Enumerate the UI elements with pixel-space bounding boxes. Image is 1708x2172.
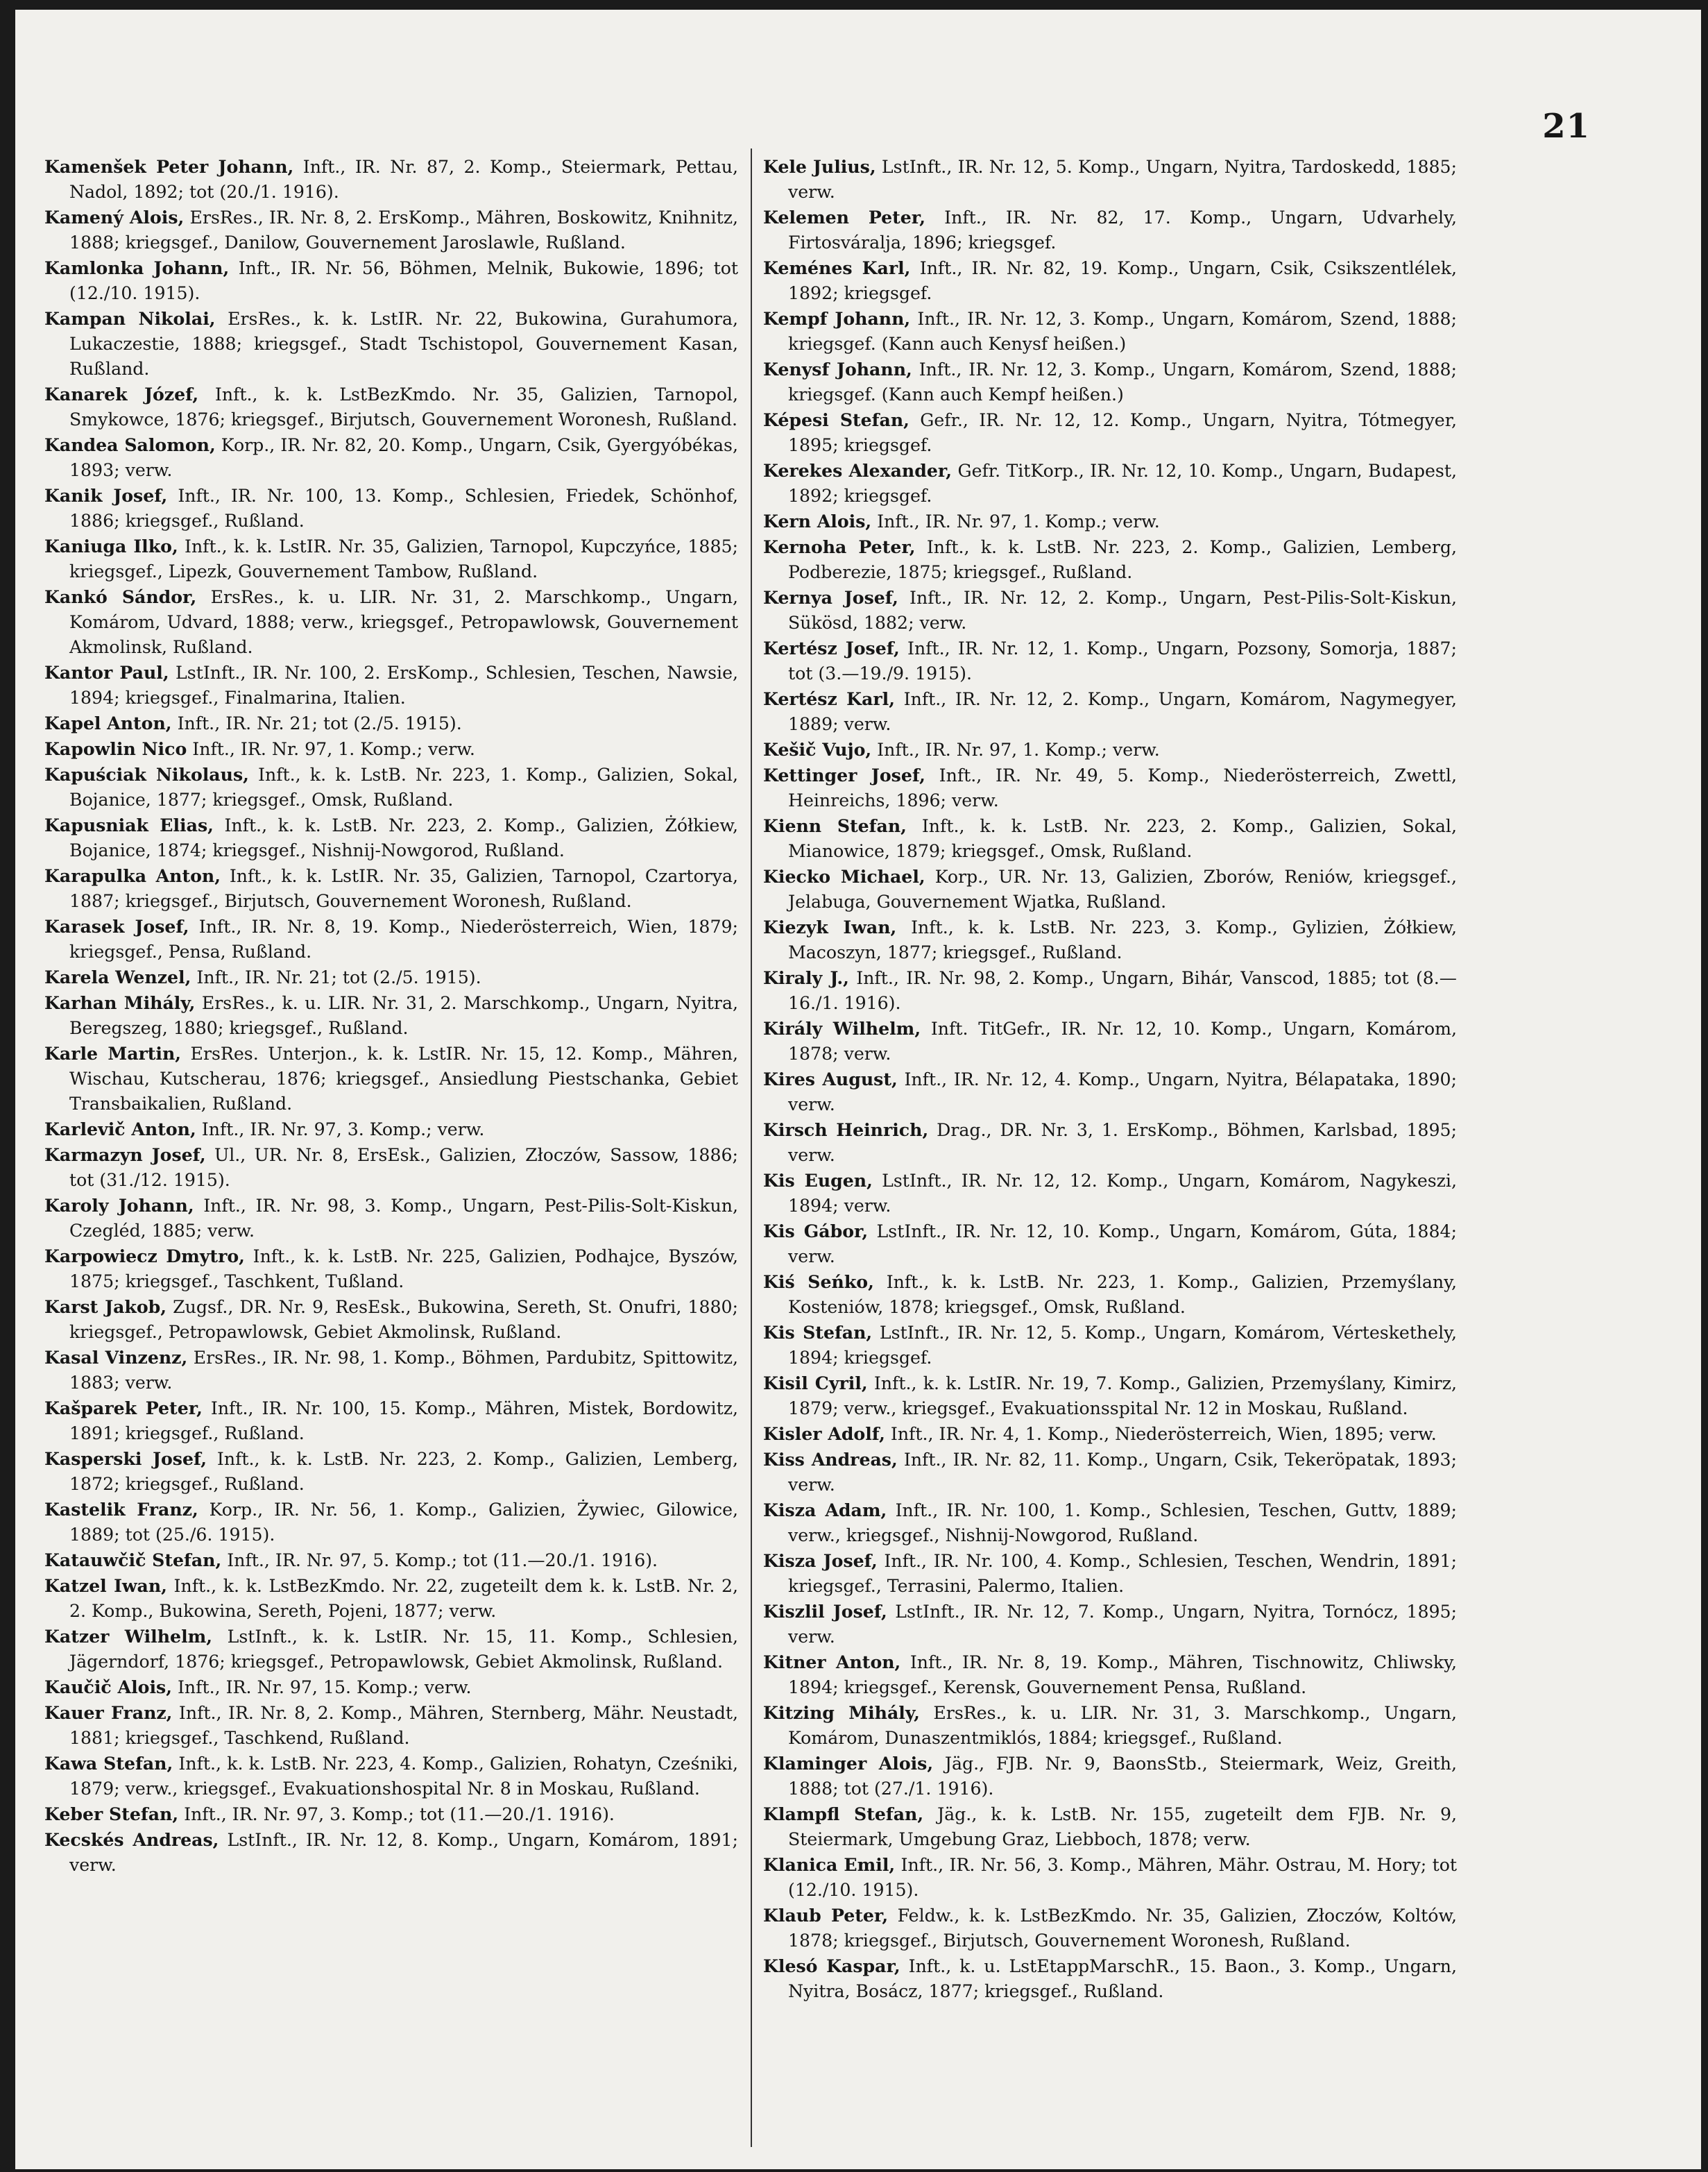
- register-entry: [763, 1852, 1457, 1903]
- entry-name: Kawa Stefan,: [44, 1753, 173, 1774]
- entry-name: Képesi Stefan,: [763, 409, 909, 430]
- register-entry: [44, 306, 738, 382]
- register-entry: [763, 737, 1457, 763]
- register-entry: [44, 1142, 738, 1193]
- register-entry: [44, 1573, 738, 1624]
- entry-details: Inft., k. k. LstIR. Nr. 35, Galizien, Tarnopol, Czartorya, 1887; kriegsgef., Birjutsch, Gouvernement Woronesh, Rußland.: [69, 866, 738, 911]
- entry-name: Kešič Vujo,: [763, 739, 872, 760]
- entry-name: Kanik Josef,: [44, 485, 168, 506]
- register-entry: [44, 1674, 738, 1700]
- entry-details: Inft., IR. Nr. 8, 2. Komp., Mähren, Sternberg, Mähr. Neustadt, 1881; kriegsgef., Taschkend, Rußland.: [69, 1703, 738, 1748]
- entry-details: LstInft., IR. Nr. 12, 5. Komp., Ungarn, Nyitra, Tardoskedd, 1885; verw.: [788, 157, 1458, 202]
- entry-details: Korp., IR. Nr. 56, 1. Komp., Galizien, Żywiec, Gilowice, 1889; tot (25./6. 1915).: [69, 1500, 738, 1545]
- entry-details: Inft., IR. Nr. 12, 2. Komp., Ungarn, Pest-Pilis-Solt-Kiskun, Sükösd, 1882; verw.: [788, 588, 1457, 633]
- entry-details: Inft., IR. Nr. 97, 3. Komp.; tot (11.—20./1. 1916).: [178, 1804, 615, 1824]
- entry-details: ErsRes., k. k. LstIR. Nr. 22, Bukowina, Gurahumora, Lukaczestie, 1888; kriegsgef., Stadt Tschistopol, Gouvernement Kasan, Rußland.: [69, 309, 738, 379]
- register-entry: [44, 382, 738, 432]
- register-entry: [44, 1193, 738, 1244]
- entry-details: ErsRes., k. u. LIR. Nr. 31, 2. Marschkomp., Ungarn, Nyitra, Beregszeg, 1880; kriegsgef., Rußland.: [69, 993, 738, 1038]
- register-entry: [44, 534, 738, 584]
- entry-details: Gefr. TitKorp., IR. Nr. 12, 10. Komp., Ungarn, Budapest, 1892; kriegsgef.: [788, 461, 1457, 506]
- register-entry: [763, 585, 1457, 636]
- entry-name: Kis Gábor,: [763, 1221, 869, 1241]
- entry-details: LstInft., IR. Nr. 12, 12. Komp., Ungarn, Komárom, Nagykeszi, 1894; verw.: [788, 1171, 1457, 1216]
- register-entry: [44, 914, 738, 965]
- entry-name: Kiss Andreas,: [763, 1449, 898, 1470]
- register-entry: [763, 1903, 1457, 1953]
- entry-details: LstInft., IR. Nr. 12, 5. Komp., Ungarn, Komárom, Vérteskethely, 1894; kriegsgef.: [788, 1323, 1458, 1368]
- entry-details: Inft., IR. Nr. 100, 4. Komp., Schlesien, Teschen, Wendrin, 1891; kriegsgef., Terrasini, Palermo, Italien.: [788, 1551, 1457, 1596]
- entry-name: Katzel Iwan,: [44, 1575, 167, 1596]
- entry-details: Inft., IR. Nr. 87, 2. Komp., Steiermark, Pettau, Nadol, 1892; tot (20./1. 1916).: [69, 157, 738, 202]
- entry-name: Keménes Karl,: [763, 257, 911, 278]
- entry-details: Inft., k. k. LstIR. Nr. 35, Galizien, Tarnopol, Kupczyńce, 1885; kriegsgef., Lipezk, Gouvernement Tambow, Rußland.: [69, 536, 738, 582]
- register-entry: [763, 1700, 1457, 1751]
- entry-name: Karst Jakob,: [44, 1296, 167, 1317]
- register-entry: [44, 1117, 738, 1142]
- entry-name: Klesó Kaspar,: [763, 1955, 900, 1976]
- entry-details: Inft., k. k. LstIR. Nr. 19, 7. Komp., Galizien, Przemyślany, Kimirz, 1879; verw., kriegsgef., Evakuationsspital Nr. 12 in Moskau, Rußland.: [788, 1373, 1458, 1418]
- entry-details: Inft., IR. Nr. 12, 4. Komp., Ungarn, Nyitra, Bélapataka, 1890; verw.: [788, 1069, 1457, 1114]
- register-entry: [44, 1801, 738, 1827]
- entry-details: Inft., IR. Nr. 21; tot (2./5. 1915).: [191, 967, 481, 987]
- entry-name: Kirsch Heinrich,: [763, 1119, 929, 1140]
- entry-details: ErsRes., IR. Nr. 8, 2. ErsKomp., Mähren, Boskowitz, Knihnitz, 1888; kriegsgef., Danilow, Gouvernement Jaroslawle, Rußland.: [69, 207, 738, 253]
- entry-details: Inft., IR. Nr. 56, 3. Komp., Mähren, Mähr. Ostrau, M. Hory; tot (12./10. 1915).: [788, 1855, 1458, 1900]
- entry-details: ErsRes. Unterjon., k. k. LstIR. Nr. 15, 12. Komp., Mähren, Wischau, Kutscherau, 1876; kriegsgef., Ansiedlung Piestschanka, Gebiet Transbaikalien, Rußland.: [69, 1044, 738, 1114]
- entry-details: Inft., IR. Nr. 97, 1. Komp.; verw.: [871, 511, 1160, 532]
- entry-details: Inft. TitGefr., IR. Nr. 12, 10. Komp., Ungarn, Komárom, 1878; verw.: [788, 1019, 1457, 1064]
- register-entry: [763, 965, 1457, 1016]
- register-entry: [763, 154, 1457, 205]
- left-column: [44, 154, 738, 1878]
- entry-details: Inft., IR. Nr. 4, 1. Komp., Niederösterreich, Wien, 1895; verw.: [885, 1424, 1437, 1444]
- register-entry: [44, 1700, 738, 1751]
- register-entry: [763, 1117, 1457, 1168]
- entry-details: Jäg., k. k. LstB. Nr. 155, zugeteilt dem FJB. Nr. 9, Steiermark, Umgebung Graz, Liebboch, 1878; verw.: [788, 1804, 1457, 1849]
- register-entry: [44, 990, 738, 1041]
- entry-name: Kettinger Josef,: [763, 765, 925, 786]
- entry-details: Inft., k. k. LstB. Nr. 223, 2. Komp., Galizien, Lemberg, 1872; kriegsgef., Rußland.: [69, 1449, 738, 1494]
- entry-name: Kienn Stefan,: [763, 815, 907, 836]
- register-entry: [763, 1801, 1457, 1852]
- entry-details: Inft., IR. Nr. 12, 1. Komp., Ungarn, Pozsony, Somorja, 1887; tot (3.—19./9. 1915).: [788, 638, 1457, 684]
- entry-name: Kenysf Johann,: [763, 359, 912, 380]
- register-entry: [763, 534, 1457, 585]
- entry-details: Inft., IR. Nr. 100, 15. Komp., Mähren, Mistek, Bordowitz, 1891; kriegsgef., Rußland.: [69, 1398, 739, 1443]
- entry-name: Kiecko Michael,: [763, 866, 925, 887]
- entry-name: Kelemen Peter,: [763, 207, 926, 228]
- entry-name: Kiś Seńko,: [763, 1271, 874, 1292]
- register-entry: [763, 1447, 1457, 1498]
- entry-name: Kapusniak Elias,: [44, 815, 214, 835]
- entry-details: Inft., k. k. LstB. Nr. 223, 4. Komp., Galizien, Rohatyn, Cześniki, 1879; verw., kriegsgef., Evakuationshospital Nr. 8 in Moskau, Rußland.: [69, 1754, 738, 1799]
- entry-details: Korp., IR. Nr. 82, 20. Komp., Ungarn, Csik, Gyergyóbékas, 1893; verw.: [69, 435, 738, 480]
- entry-details: Inft., IR. Nr. 82, 17. Komp., Ungarn, Udvarhely, Firtosváralja, 1896; kriegsgef.: [788, 207, 1458, 253]
- entry-name: Kires August,: [763, 1069, 898, 1089]
- entry-name: Kamenšek Peter Johann,: [44, 156, 294, 177]
- register-entry: [763, 1371, 1457, 1421]
- entry-details: Zugsf., DR. Nr. 9, ResEsk., Bukowina, Sereth, St. Onufri, 1880; kriegsgef., Petropawlowsk, Gebiet Akmolinsk, Rußland.: [69, 1297, 739, 1342]
- register-entry: [763, 813, 1457, 864]
- entry-details: Inft., IR. Nr. 12, 3. Komp., Ungarn, Komárom, Szend, 1888; kriegsgef. (Kann auch Kenysf heißen.): [788, 309, 1457, 354]
- entry-name: Katzer Wilhelm,: [44, 1626, 213, 1647]
- entry-name: Kaniuga Ilko,: [44, 536, 178, 557]
- entry-details: LstInft., k. k. LstIR. Nr. 15, 11. Komp., Schlesien, Jägerndorf, 1876; kriegsgef., Petropawlowsk, Gebiet Akmolinsk, Rußland.: [69, 1627, 738, 1672]
- entry-name: Karlevič Anton,: [44, 1119, 196, 1139]
- register-entry: [44, 1827, 738, 1878]
- entry-details: ErsRes., IR. Nr. 98, 1. Komp., Böhmen, Pardubitz, Spittowitz, 1883; verw.: [69, 1348, 738, 1393]
- entry-name: Kiraly J.,: [763, 967, 849, 988]
- register-entry: [44, 965, 738, 990]
- register-entry: [44, 1547, 738, 1573]
- entry-name: Kernya Josef,: [763, 587, 898, 608]
- register-entry: [763, 407, 1457, 458]
- entry-name: Karpowiecz Dmytro,: [44, 1246, 245, 1266]
- entry-name: Klaminger Alois,: [763, 1753, 934, 1774]
- entry-details: LstInft., IR. Nr. 12, 7. Komp., Ungarn, Nyitra, Tornócz, 1895; verw.: [788, 1602, 1458, 1647]
- entry-name: Kantor Paul,: [44, 662, 169, 683]
- register-entry: [44, 1446, 738, 1497]
- register-entry: [763, 1649, 1457, 1700]
- entry-name: Kasperski Josef,: [44, 1448, 207, 1469]
- register-entry: [763, 357, 1457, 407]
- entry-name: Kamený Alois,: [44, 207, 185, 228]
- entry-name: Kertész Karl,: [763, 688, 896, 709]
- entry-details: Inft., k. k. LstBezKmdo. Nr. 22, zugeteilt dem k. k. LstB. Nr. 2, 2. Komp., Bukowina, Sereth, Pojeni, 1877; verw.: [69, 1576, 738, 1621]
- entry-details: Korp., UR. Nr. 13, Galizien, Zborów, Reniów, kriegsgef., Jelabuga, Gouvernement Wjatka, Rußland.: [788, 867, 1457, 912]
- register-entry: [44, 584, 738, 660]
- register-entry: [763, 205, 1457, 255]
- entry-name: Kankó Sándor,: [44, 586, 197, 607]
- register-entry: [44, 1345, 738, 1395]
- entry-details: Inft., IR. Nr. 97, 5. Komp.; tot (11.—20./1. 1916).: [221, 1550, 658, 1570]
- entry-details: Jäg., FJB. Nr. 9, BaonsStb., Steiermark, Weiz, Greith, 1888; tot (27./1. 1916).: [788, 1754, 1457, 1799]
- entry-name: Kisil Cyril,: [763, 1373, 868, 1393]
- entry-name: Kisler Adolf,: [763, 1423, 885, 1444]
- register-entry: [44, 154, 738, 205]
- entry-name: Kapuściak Nikolaus,: [44, 764, 249, 785]
- register-entry: [763, 306, 1457, 357]
- entry-details: Inft., k. k. LstB. Nr. 223, 1. Komp., Galizien, Sokal, Bojanice, 1877; kriegsgef., Omsk, Rußland.: [69, 765, 738, 810]
- entry-details: Inft., IR. Nr. 97, 1. Komp.; verw.: [187, 739, 475, 759]
- register-entry: [763, 1016, 1457, 1067]
- register-entry: [44, 660, 738, 711]
- register-entry: [44, 813, 738, 863]
- entry-details: LstInft., IR. Nr. 100, 2. ErsKomp., Schlesien, Teschen, Nawsie, 1894; kriegsgef., Finalmarina, Italien.: [69, 663, 739, 708]
- register-entry: [763, 636, 1457, 686]
- entry-name: Kaučič Alois,: [44, 1677, 172, 1697]
- right-column: [763, 154, 1457, 2004]
- entry-name: Kitzing Mihály,: [763, 1702, 920, 1723]
- register-entry: [44, 1244, 738, 1294]
- entry-name: Klaub Peter,: [763, 1905, 889, 1926]
- entry-details: ErsRes., k. u. LIR. Nr. 31, 2. Marschkomp., Ungarn, Komárom, Udvard, 1888; verw., kriegsgef., Petropawlowsk, Gouvernement Akmolinsk, Rußland.: [69, 587, 738, 657]
- register-entry: [44, 1395, 738, 1446]
- entry-name: Karoly Johann,: [44, 1195, 194, 1216]
- register-entry: [763, 1421, 1457, 1447]
- register-entry: [763, 1067, 1457, 1117]
- register-entry: [763, 864, 1457, 915]
- register-entry: [763, 1269, 1457, 1320]
- register-entry: [44, 1497, 738, 1547]
- entry-name: Kapel Anton,: [44, 713, 172, 733]
- register-entry: [763, 1498, 1457, 1548]
- page-number: 21: [1542, 107, 1590, 146]
- entry-name: Kanarek Józef,: [44, 384, 199, 405]
- entry-details: Inft., k. k. LstB. Nr. 223, 2. Komp., Galizien, Lemberg, Podberezie, 1875; kriegsgef., Rußland.: [788, 537, 1457, 582]
- entry-details: Inft., IR. Nr. 98, 3. Komp., Ungarn, Pest-Pilis-Solt-Kiskun, Czegléd, 1885; verw.: [69, 1196, 739, 1241]
- entry-name: Kern Alois,: [763, 511, 872, 532]
- entry-details: Inft., IR. Nr. 8, 19. Komp., Mähren, Tischnowitz, Chliwsky, 1894; kriegsgef., Kerensk, Gouvernement Pensa, Rußland.: [788, 1652, 1457, 1697]
- entry-details: Inft., IR. Nr. 49, 5. Komp., Niederösterreich, Zwettl, Heinreichs, 1896; verw.: [788, 765, 1457, 811]
- entry-details: Drag., DR. Nr. 3, 1. ErsKomp., Böhmen, Karlsbad, 1895; verw.: [788, 1120, 1457, 1165]
- entry-name: Kapowlin Nico: [44, 738, 187, 759]
- entry-name: Klanica Emil,: [763, 1854, 896, 1875]
- entry-name: Kerekes Alexander,: [763, 460, 953, 481]
- register-entry: [763, 915, 1457, 965]
- entry-name: Kiezyk Iwan,: [763, 917, 897, 937]
- entry-details: Inft., IR. Nr. 82, 11. Komp., Ungarn, Csik, Tekeröpatak, 1893; verw.: [788, 1450, 1457, 1495]
- entry-details: Inft., k. k. LstBezKmdo. Nr. 35, Galizien, Tarnopol, Smykowce, 1876; kriegsgef., Birjutsch, Gouvernement Woronesh, Rußland.: [69, 384, 738, 430]
- register-entry: [763, 1320, 1457, 1371]
- register-entry: [763, 1168, 1457, 1219]
- entry-details: Inft., IR. Nr. 98, 2. Komp., Ungarn, Bihár, Vanscod, 1885; tot (8.—16./1. 1916).: [788, 968, 1457, 1013]
- entry-name: Kampan Nikolai,: [44, 308, 216, 329]
- entry-details: Inft., k. k. LstB. Nr. 225, Galizien, Podhajce, Byszów, 1875; kriegsgef., Taschkent, Tußland.: [69, 1246, 738, 1291]
- register-entry: [763, 686, 1457, 737]
- entry-name: Kertész Josef,: [763, 638, 900, 659]
- entry-details: LstInft., IR. Nr. 12, 8. Komp., Ungarn, Komárom, 1891; verw.: [69, 1830, 738, 1875]
- entry-details: LstInft., IR. Nr. 12, 10. Komp., Ungarn, Komárom, Gúta, 1884; verw.: [788, 1221, 1457, 1266]
- register-entry: [44, 1041, 738, 1117]
- entry-name: Kis Stefan,: [763, 1322, 873, 1343]
- entry-details: Inft., IR. Nr. 100, 1. Komp., Schlesien, Teschen, Guttv, 1889; verw., kriegsgef., Nishnij-Nowgorod, Rußland.: [788, 1500, 1457, 1545]
- entry-name: Keber Stefan,: [44, 1804, 179, 1824]
- entry-details: Inft., IR. Nr. 56, Böhmen, Melnik, Bukowie, 1896; tot (12./10. 1915).: [69, 258, 738, 303]
- entry-name: Karasek Josef,: [44, 916, 189, 937]
- entry-name: Kašparek Peter,: [44, 1398, 203, 1418]
- register-entry: [763, 255, 1457, 306]
- entry-name: Kitner Anton,: [763, 1652, 901, 1672]
- register-entry: [44, 736, 738, 762]
- register-entry: [763, 1751, 1457, 1801]
- entry-details: Inft., k. k. LstB. Nr. 223, 3. Komp., Gylizien, Żółkiew, Macoszyn, 1877; kriegsgef., Rußland.: [788, 917, 1458, 962]
- entry-name: Kele Julius,: [763, 156, 876, 177]
- register-entry: [44, 483, 738, 534]
- entry-details: Inft., k. k. LstB. Nr. 223, 2. Komp., Galizien, Żółkiew, Bojanice, 1874; kriegsgef., Nishnij-Nowgorod, Rußland.: [69, 815, 738, 860]
- register-entry: [44, 432, 738, 483]
- entry-name: Karapulka Anton,: [44, 865, 221, 886]
- entry-details: Ul., UR. Nr. 8, ErsEsk., Galizien, Złoczów, Sassow, 1886; tot (31./12. 1915).: [69, 1145, 738, 1190]
- entry-details: Feldw., k. k. LstBezKmdo. Nr. 35, Galizien, Złoczów, Koltów, 1878; kriegsgef., Birjutsch, Gouvernement Woronesh, Rußland.: [788, 1906, 1457, 1951]
- entry-name: Kasal Vinzenz,: [44, 1347, 188, 1368]
- register-entry: [44, 1294, 738, 1345]
- register-entry: [763, 1953, 1457, 2004]
- entry-name: Kisza Adam,: [763, 1500, 887, 1520]
- register-entry: [763, 763, 1457, 813]
- entry-details: Inft., IR. Nr. 12, 2. Komp., Ungarn, Komárom, Nagymegyer, 1889; verw.: [788, 689, 1457, 734]
- entry-name: Karela Wenzel,: [44, 967, 191, 987]
- entry-details: Inft., k. k. LstB. Nr. 223, 2. Komp., Galizien, Sokal, Mianowice, 1879; kriegsgef., Omsk, Rußland.: [788, 816, 1457, 861]
- register-entry: [44, 1751, 738, 1801]
- entry-details: Inft., k. k. LstB. Nr. 223, 1. Komp., Galizien, Przemyślany, Kosteniów, 1878; kriegsgef., Omsk, Rußland.: [788, 1272, 1457, 1317]
- entry-name: Kempf Johann,: [763, 308, 911, 329]
- entry-details: Gefr., IR. Nr. 12, 12. Komp., Ungarn, Nyitra, Tótmegyer, 1895; kriegsgef.: [788, 410, 1457, 455]
- entry-details: Inft., k. u. LstEtappMarschR., 15. Baon., 3. Komp., Ungarn, Nyitra, Bosácz, 1877; kriegsgef., Rußland.: [788, 1956, 1457, 2001]
- entry-name: Kecskés Andreas,: [44, 1829, 219, 1850]
- entry-name: Karmazyn Josef,: [44, 1144, 206, 1165]
- entry-details: Inft., IR. Nr. 97, 15. Komp.; verw.: [171, 1677, 472, 1697]
- entry-name: Kis Eugen,: [763, 1170, 873, 1191]
- entry-details: Inft., IR. Nr. 100, 13. Komp., Schlesien, Friedek, Schönhof, 1886; kriegsgef., Rußland.: [69, 486, 738, 531]
- entry-details: Inft., IR. Nr. 12, 3. Komp., Ungarn, Komárom, Szend, 1888; kriegsgef. (Kann auch Kempf heißen.): [788, 359, 1457, 405]
- entry-name: Kiszlil Josef,: [763, 1601, 887, 1622]
- entry-name: Kastelik Franz,: [44, 1499, 198, 1520]
- register-entry: [763, 1548, 1457, 1599]
- entry-name: Kernoha Peter,: [763, 536, 916, 557]
- entry-name: Karle Martin,: [44, 1043, 182, 1064]
- entry-details: Inft., IR. Nr. 82, 19. Komp., Ungarn, Csik, Csikszentlélek, 1892; kriegsgef.: [788, 258, 1457, 303]
- register-entry: [44, 711, 738, 736]
- register-entry: [44, 205, 738, 255]
- register-entry: [44, 255, 738, 306]
- entry-name: Kamlonka Johann,: [44, 257, 230, 278]
- entry-name: Kisza Josef,: [763, 1550, 878, 1571]
- register-entry: [763, 509, 1457, 534]
- register-entry: [44, 1624, 738, 1674]
- register-entry: [763, 1219, 1457, 1269]
- entry-details: Inft., IR. Nr. 97, 1. Komp.; verw.: [871, 740, 1160, 760]
- register-entry: [763, 1599, 1457, 1649]
- entry-details: Inft., IR. Nr. 8, 19. Komp., Niederösterreich, Wien, 1879; kriegsgef., Pensa, Rußland.: [69, 917, 738, 962]
- register-entry: [44, 863, 738, 914]
- entry-details: ErsRes., k. u. LIR. Nr. 31, 3. Marschkomp., Ungarn, Komárom, Dunaszentmiklós, 1884; kriegsgef., Rußland.: [788, 1703, 1457, 1748]
- register-entry: [763, 458, 1457, 509]
- entry-details: Inft., IR. Nr. 97, 3. Komp.; verw.: [196, 1119, 485, 1139]
- entry-name: Kandea Salomon,: [44, 434, 216, 455]
- entry-name: Király Wilhelm,: [763, 1018, 921, 1039]
- column-divider: [751, 149, 752, 2147]
- entry-name: Katauwčič Stefan,: [44, 1550, 222, 1570]
- entry-name: Kauer Franz,: [44, 1702, 173, 1723]
- entry-details: Inft., IR. Nr. 21; tot (2./5. 1915).: [171, 713, 462, 733]
- document-page: [15, 10, 1701, 2169]
- register-entry: [44, 762, 738, 813]
- entry-name: Karhan Mihály,: [44, 992, 196, 1013]
- entry-name: Klampfl Stefan,: [763, 1804, 924, 1824]
